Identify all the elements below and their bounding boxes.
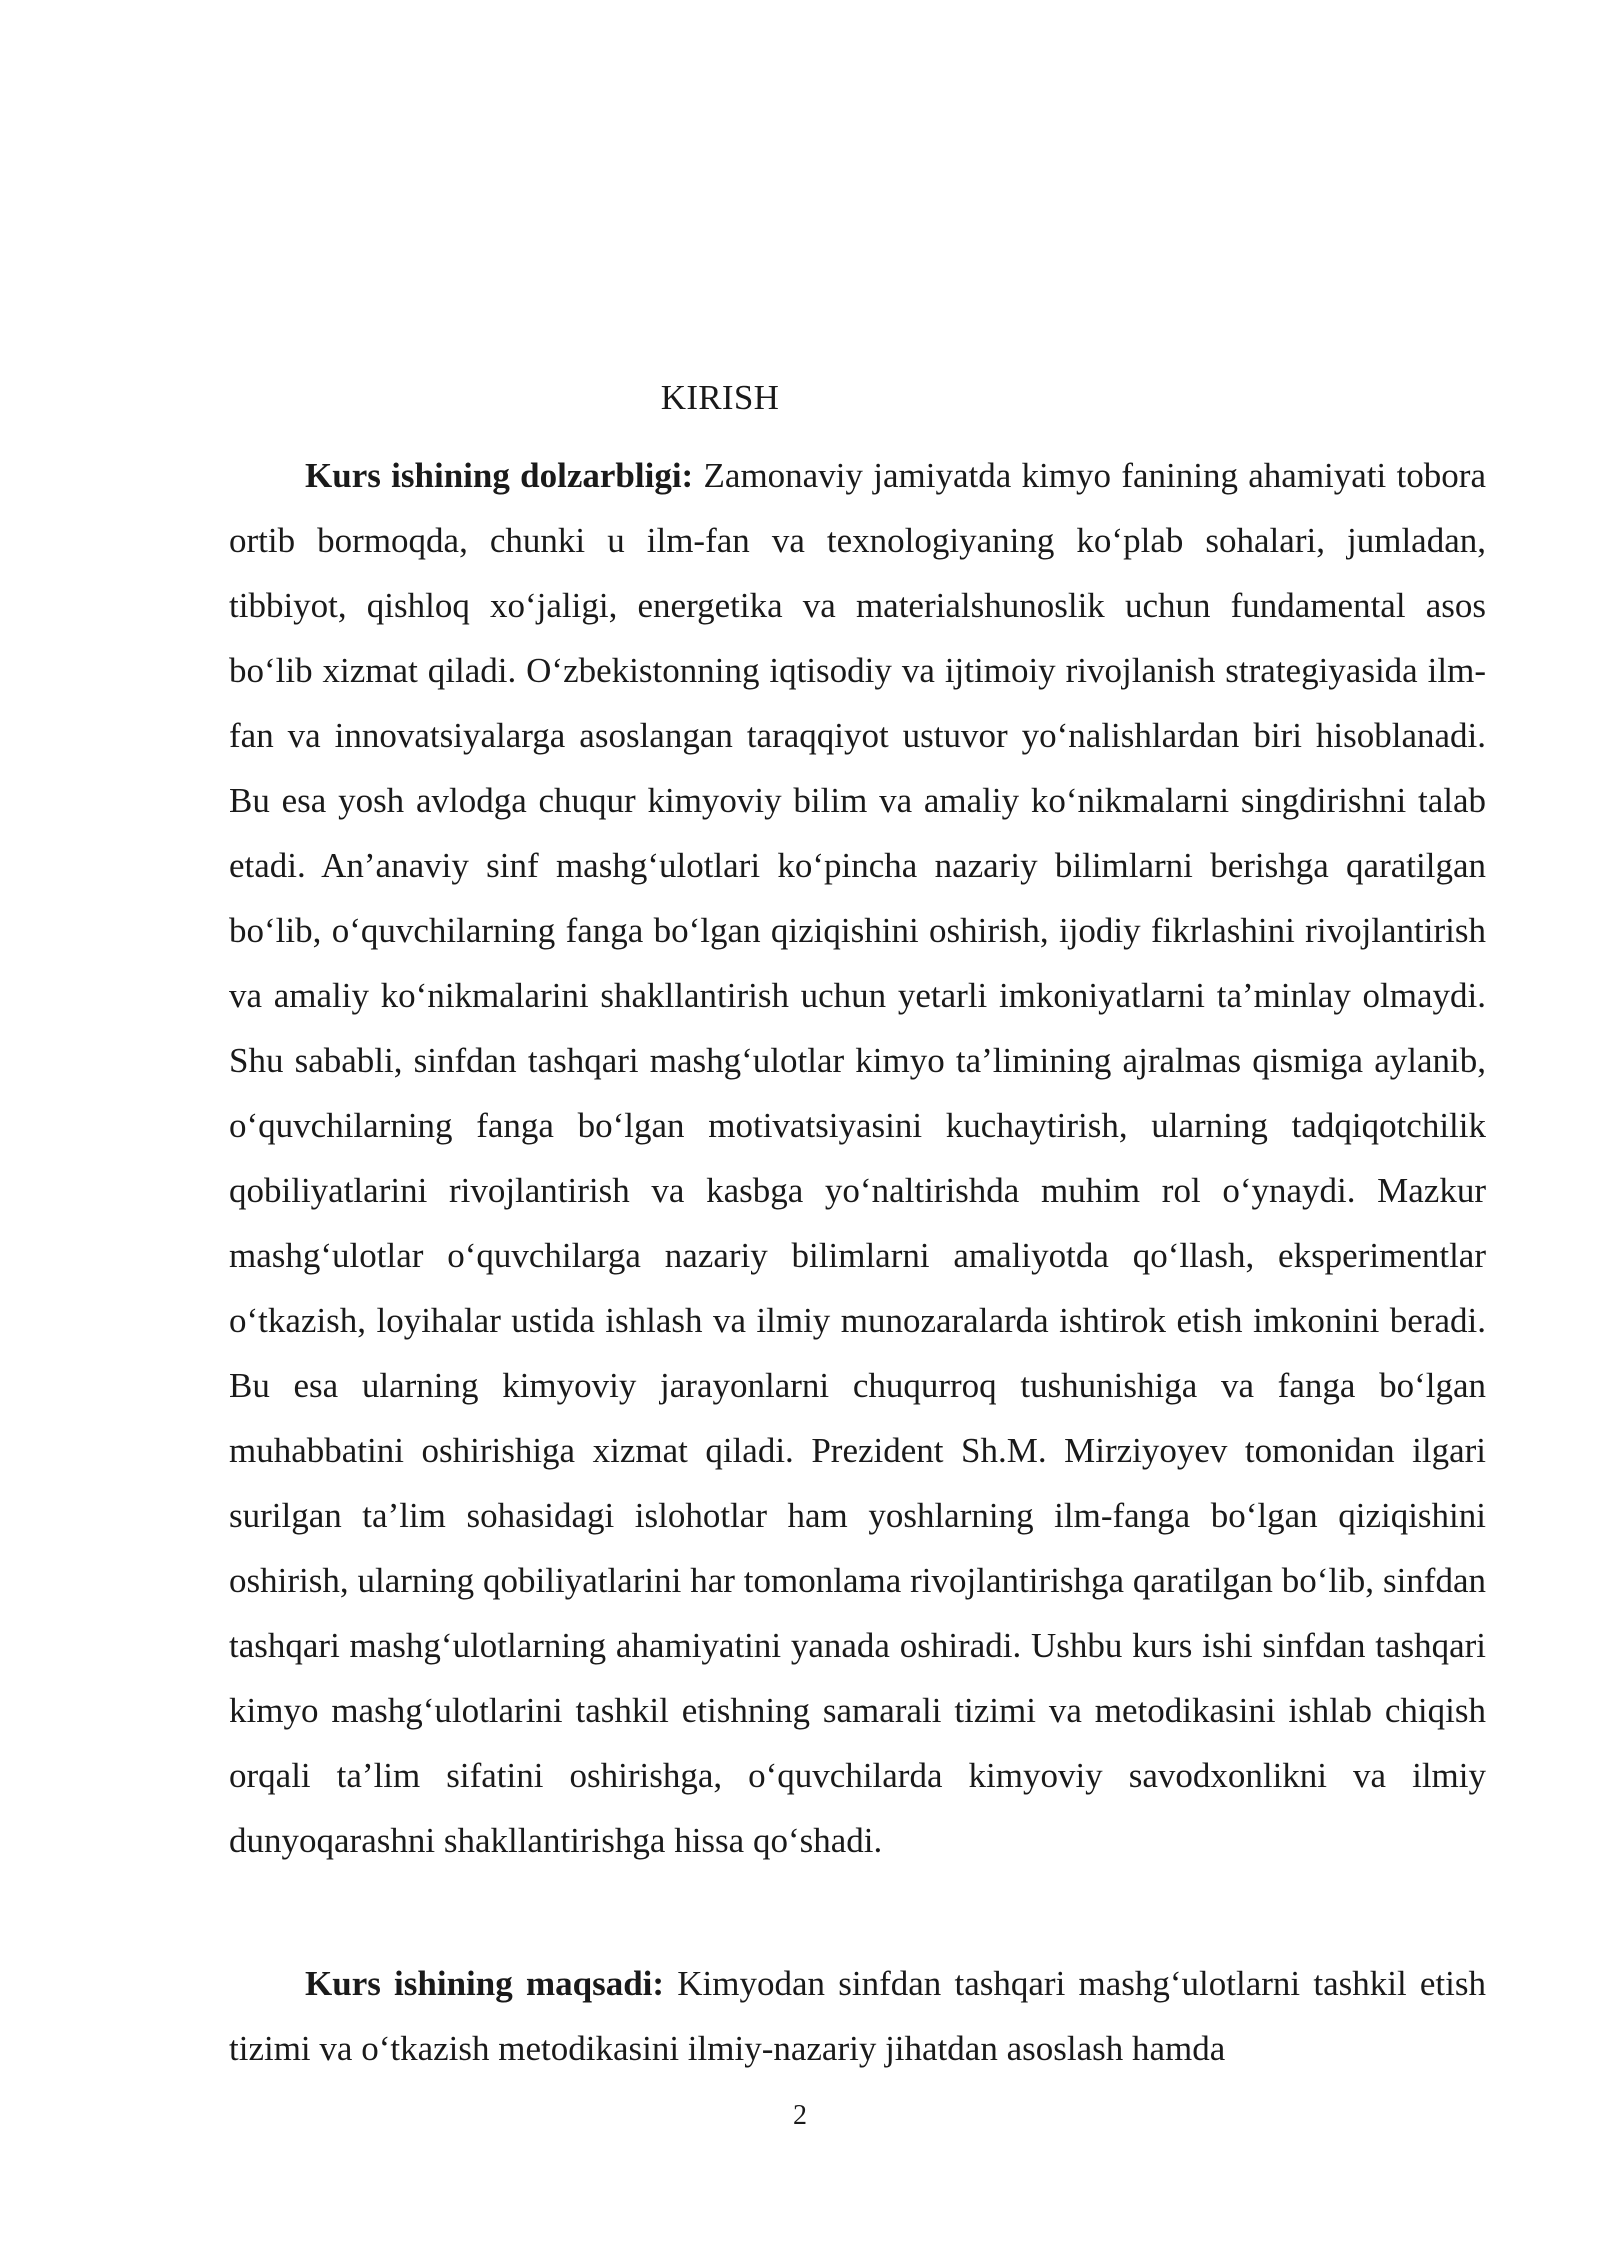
goal-lead: Kurs ishining maqsadi: [305,1964,665,2003]
page-number: 2 [793,2100,807,2131]
relevance-paragraph [229,443,1486,1873]
goal-text: Kimyodan sinfdan tashqari mashg‘ulotlarni tashkil etish tizimi va o‘tkazish metodikasini ilmiy-nazariy jihatdan asoslash hamda [229,1964,1487,2068]
goal-paragraph [229,1951,1486,2081]
relevance-text: Zamonaviy jamiyatda kimyo fanining ahamiyati tobora ortib bormoqda, chunki u ilm-fan va texnologiyaning ko‘plab sohalari, jumladan, tibbiyot, qishloq xo‘jaligi, energetika va materialshunoslik uchun fundamental asos bo‘lib xizmat qiladi. O‘zbekistonning iqtisodiy va ijtimoiy rivojlanish strategiyasida ilm-fan va innovatsiyalarga asoslangan taraqqiyot ustuvor yo‘nalishlardan biri hisoblanadi. Bu esa yosh avlodga chuqur kimyoviy bilim va amaliy ko‘nikmalarni singdirishni talab etadi. An’anaviy sinf mashg‘ulotlari ko‘pincha nazariy bilimlarni berishga qaratilgan bo‘lib, o‘quvchilarning fanga bo‘lgan qiziqishini oshirish, ijodiy fikrlashini rivojlantirish va amaliy ko‘nikmalarini shakllantirish uchun yetarli imkoniyatlarni ta’minlay olmaydi. Shu sababli, sinfdan tashqari mashg‘ulotlar kimyo ta’limining ajralmas qismiga aylanib, o‘quvchilarning fanga bo‘lgan motivatsiyasini kuchaytirish, ularning tadqiqotchilik qobiliyatlarini rivojlantirish va kasbga yo‘naltirishda muhim rol o‘ynaydi. Mazkur mashg‘ulotlar o‘quvchilarga nazariy bilimlarni amaliyotda qo‘llash, eksperimentlar o‘tkazish, loyihalar ustida ishlash va ilmiy munozaralarda ishtirok etish imkonini beradi. Bu esa ularning kimyoviy jarayonlarni chuqurroq tushunishiga va fanga bo‘lgan muhabbatini oshirishiga xizmat qiladi. Prezident Sh.M. Mirziyoyev tomonidan ilgari surilgan ta’lim sohasidagi islohotlar ham yoshlarning ilm-fanga bo‘lgan qiziqishini oshirish, ularning qobiliyatlarini har tomonlama rivojlantirishga qaratilgan bo‘lib, sinfdan tashqari mashg‘ulotlarning ahamiyatini yanada oshiradi. Ushbu kurs ishi sinfdan tashqari kimyo mashg‘ulotlarini tashkil etishning samarali tizimi va metodikasini ishlab chiqish orqali ta’lim sifatini oshirishga, o‘quvchilarda kimyoviy savodxonlikni va ilmiy dunyoqarashni shakllantirishga hissa qo‘shadi. [229,456,1486,1860]
section-heading: KIRISH [660,378,780,417]
relevance-lead: Kurs ishining dolzarbligi: [305,456,694,495]
